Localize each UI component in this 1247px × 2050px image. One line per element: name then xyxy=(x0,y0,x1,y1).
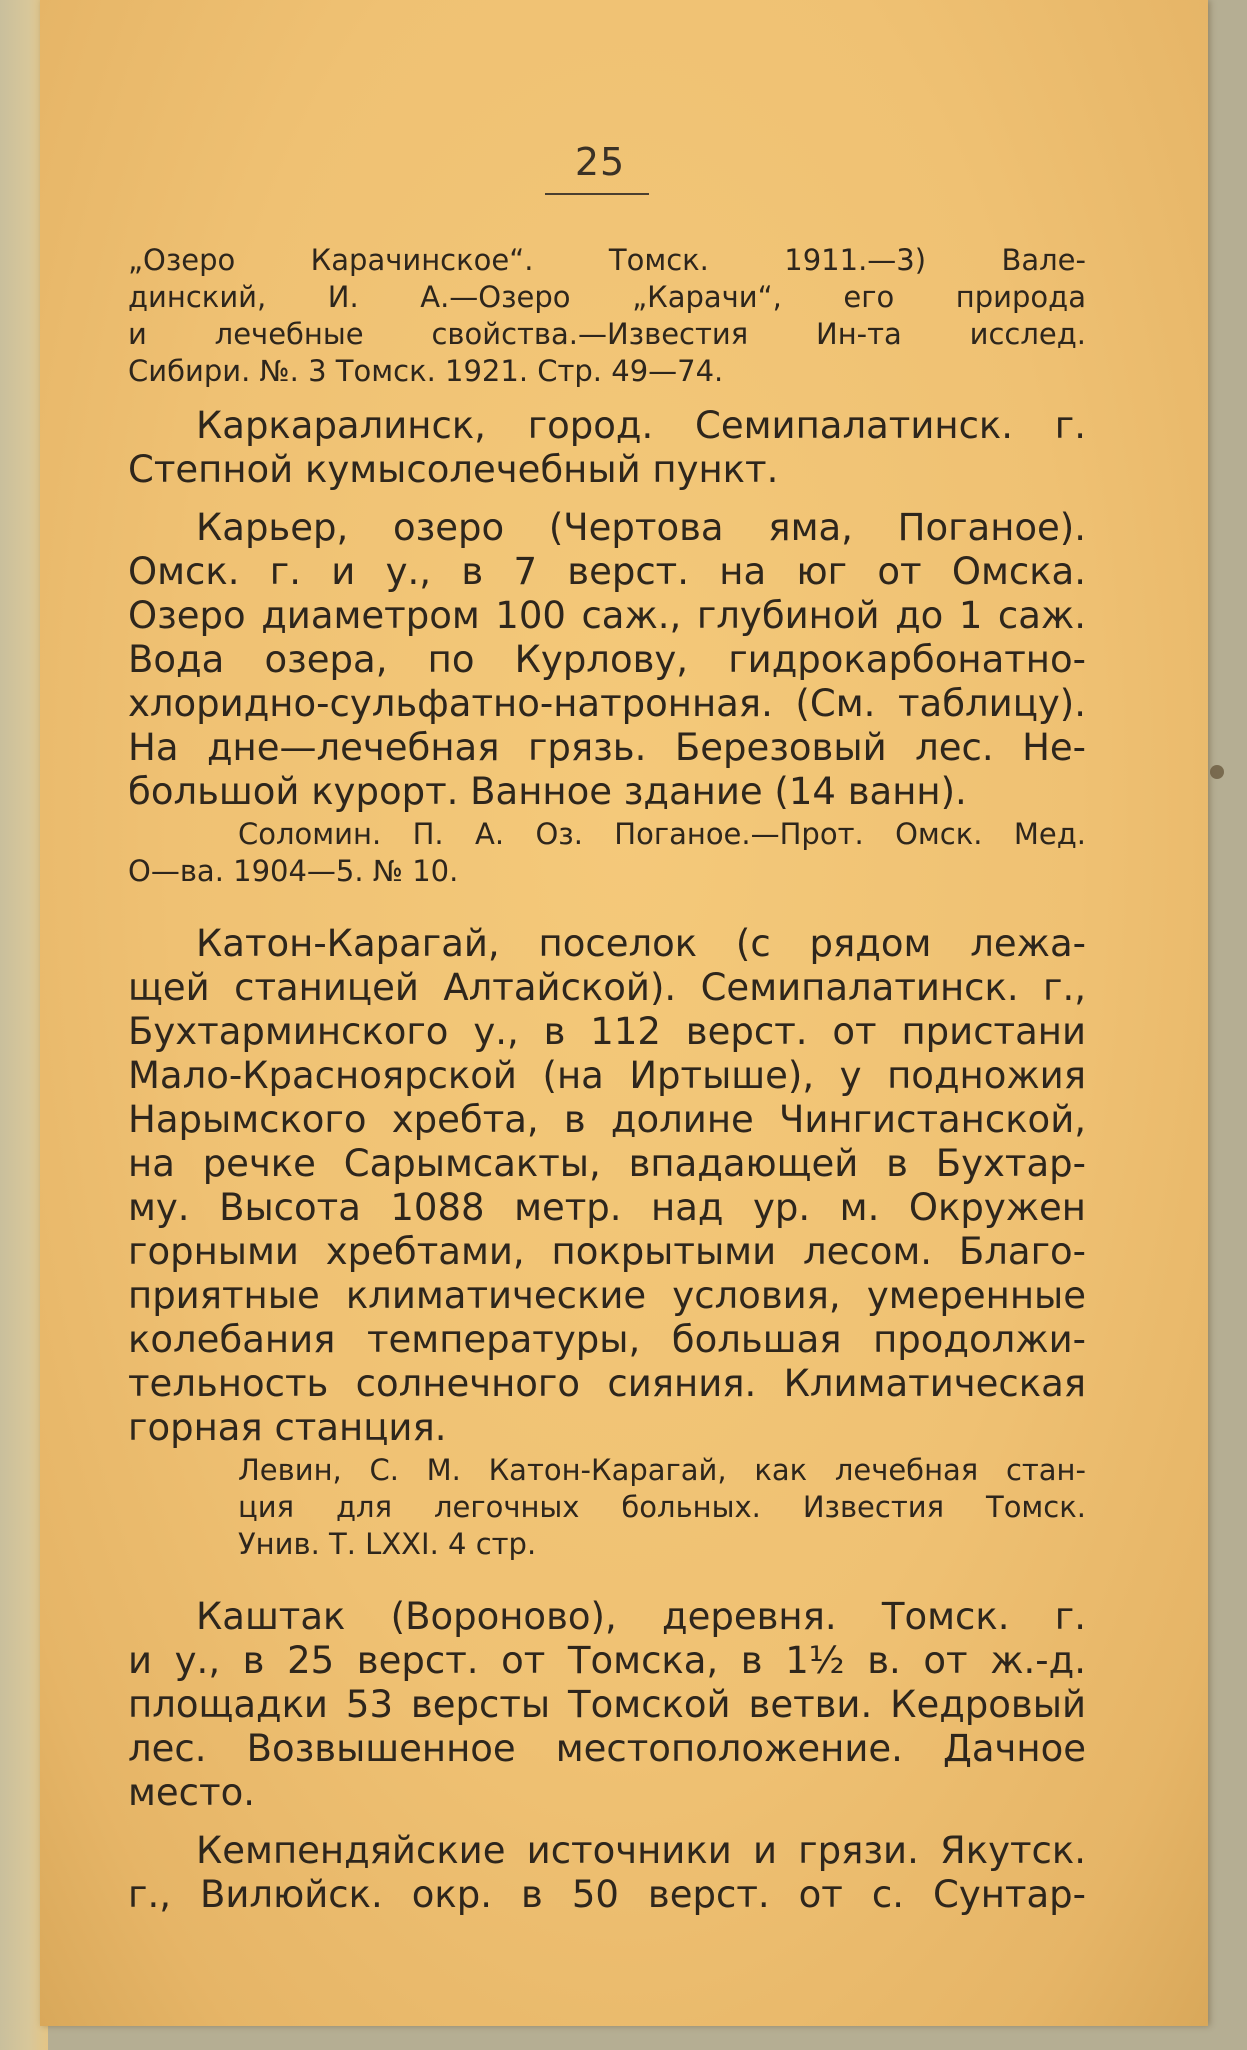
text-line: „Озеро Карачинское“. Томск. 1911.—3) Вале- xyxy=(128,243,1086,277)
text-line: и у., в 25 верст. от Томска, в 1½ в. от ж.-д. xyxy=(128,1639,1086,1682)
text-line: горными хребтами, покрытыми лесом. Благо- xyxy=(128,1230,1086,1273)
entry-katon-karagai xyxy=(128,922,1086,1450)
text-line: Соломин. П. А. Оз. Поганое.—Прот. Омск. Мед. xyxy=(238,817,1086,851)
reference-katon-karagai xyxy=(128,1452,1086,1563)
text-line: г., Вилюйск. окр. в 50 верст. от с. Сунтар- xyxy=(128,1873,1086,1916)
text-line: Сибири. №. 3 Томск. 1921. Стр. 49—74. xyxy=(128,354,724,388)
entry-heading-line: Катон-Карагай, поселок (с рядом лежа- xyxy=(196,922,1086,965)
entry-heading-line: Каштак (Вороново), деревня. Томск. г. xyxy=(196,1595,1086,1638)
page-number: 25 xyxy=(574,140,626,184)
text-line: Бухтарминского у., в 112 верст. от пристани xyxy=(128,1010,1086,1053)
entry-heading-line: Каркаралинск, город. Семипалатинск. г. xyxy=(196,404,1086,447)
entry-kashtak xyxy=(128,1595,1086,1815)
text-line: место. xyxy=(128,1771,255,1814)
text-line: Нарымского хребта, в долине Чингистанской, xyxy=(128,1098,1086,1141)
text-line: колебания температуры, большая продолжи- xyxy=(128,1318,1086,1361)
text-line: му. Высота 1088 метр. над ур. м. Окружен xyxy=(128,1186,1086,1229)
reference-karier xyxy=(128,816,1086,890)
book-page xyxy=(40,0,1208,2026)
text-line: О—ва. 1904—5. № 10. xyxy=(128,854,459,888)
entry-karkaralinsk xyxy=(128,404,1086,492)
text-line: хлоридно-сульфатно-натронная. (См. таблицу). xyxy=(128,682,1086,725)
page-text xyxy=(128,242,1086,1925)
page-number-rule xyxy=(545,193,649,195)
text-line: Озеро диаметром 100 саж., глубиной до 1 саж. xyxy=(128,594,1086,637)
entry-kempendyai xyxy=(128,1829,1086,1917)
text-line: Омск. г. и у., в 7 верст. на юг от Омска. xyxy=(128,550,1086,593)
reference-continuation xyxy=(128,242,1086,390)
paper-stain xyxy=(1210,765,1224,779)
text-line: Левин, С. М. Катон-Карагай, как лечебная стан- xyxy=(238,1453,1086,1487)
text-line: динский, И. А.—Озеро „Карачи“, его природа xyxy=(128,280,1086,314)
text-line: Унив. Т. LXXI. 4 стр. xyxy=(238,1527,537,1561)
text-line: Вода озера, по Курлову, гидрокарбонатно- xyxy=(128,638,1086,681)
text-line: на речке Сарымсакты, впадающей в Бухтар- xyxy=(128,1142,1086,1185)
text-line: площадки 53 версты Томской ветви. Кедровый xyxy=(128,1683,1086,1726)
text-line: горная станция. xyxy=(128,1406,447,1449)
entry-heading-line: Кемпендяйские источники и грязи. Якутск. xyxy=(196,1829,1086,1872)
text-line: большой курорт. Ванное здание (14 ванн). xyxy=(128,770,967,813)
text-line: Степной кумысолечебный пункт. xyxy=(128,448,779,491)
text-line: ция для легочных больных. Известия Томск. xyxy=(238,1490,1086,1524)
entry-heading-line: Карьер, озеро (Чертова яма, Поганое). xyxy=(196,506,1086,549)
text-line: тельность солнечного сияния. Климатическая xyxy=(128,1362,1086,1405)
text-line: лес. Возвышенное местоположение. Дачное xyxy=(128,1727,1086,1770)
text-line: приятные климатические условия, умеренные xyxy=(128,1274,1086,1317)
text-line: щей станицей Алтайской). Семипалатинск. г., xyxy=(128,966,1086,1009)
entry-karier xyxy=(128,506,1086,814)
text-line: Мало-Красноярской (на Иртыше), у подножия xyxy=(128,1054,1086,1097)
text-line: На дне—лечебная грязь. Березовый лес. Не- xyxy=(128,726,1086,769)
text-line: и лечебные свойства.—Известия Ин-та исслед. xyxy=(128,317,1086,351)
